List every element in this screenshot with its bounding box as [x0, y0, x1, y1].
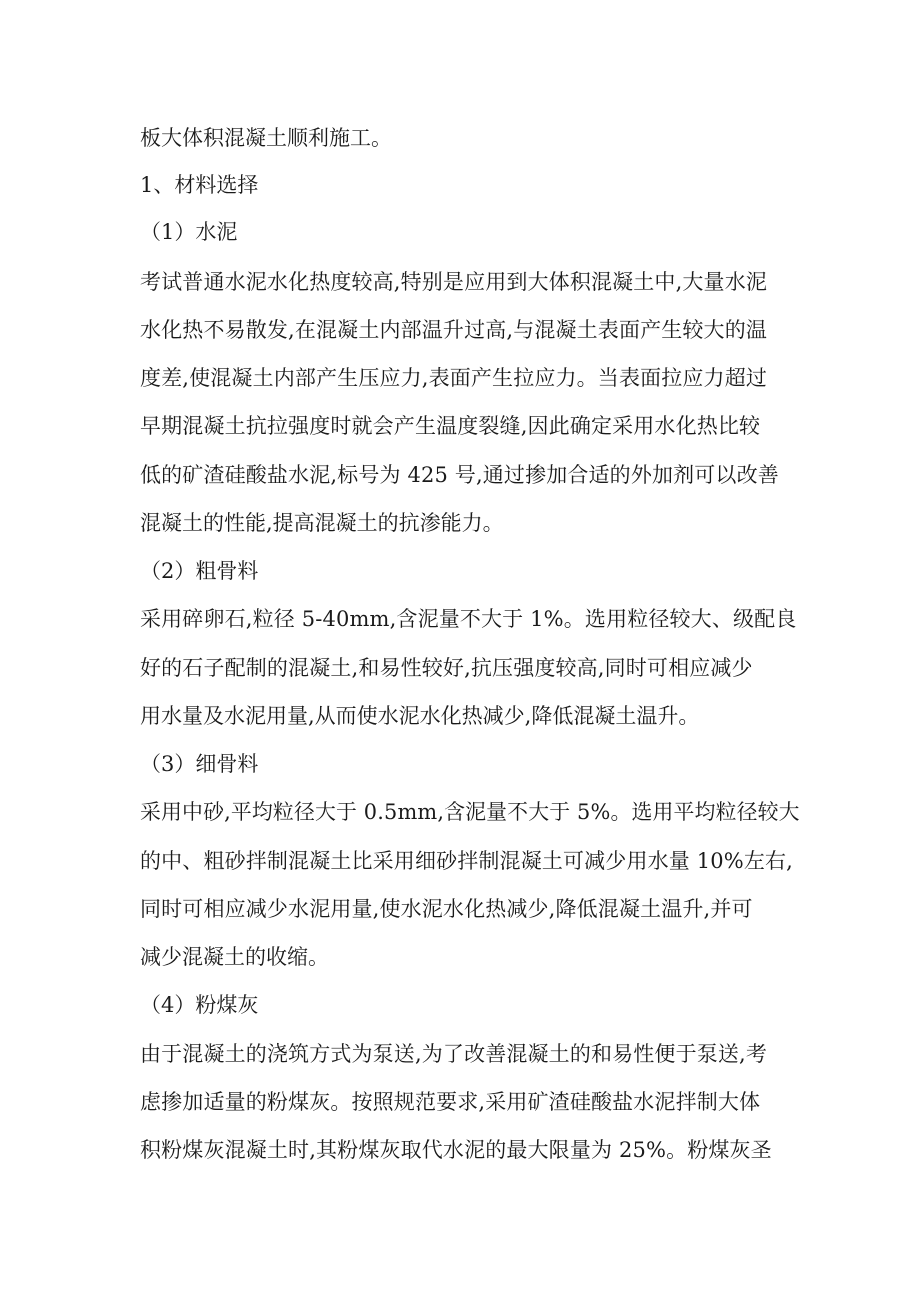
text-line: 考试普通水泥水化热度较高,特别是应用到大体积混凝土中,大量水泥	[140, 270, 767, 294]
text-line: 采用碎卵石,粒径 5-40mm,含泥量不大于 1%。选用粒径较大、级配良	[140, 607, 797, 631]
text-line: 积粉煤灰混凝土时,其粉煤灰取代水泥的最大限量为 25%。粉煤灰圣	[140, 1138, 772, 1162]
text-line: 度差,使混凝土内部产生压应力,表面产生拉应力。当表面拉应力超过	[140, 366, 767, 390]
section-heading: 1、材料选择	[140, 173, 259, 197]
text-line: 虑掺加适量的粉煤灰。按照规范要求,采用矿渣硅酸盐水泥拌制大体	[140, 1090, 761, 1114]
text-line: 由于混凝土的浇筑方式为泵送,为了改善混凝土的和易性便于泵送,考	[140, 1042, 767, 1066]
text-line: 水化热不易散发,在混凝土内部温升过高,与混凝土表面产生较大的温	[140, 318, 767, 342]
text-line: 好的石子配制的混凝土,和易性较好,抗压强度较高,同时可相应减少	[140, 656, 753, 680]
text-line: 减少混凝土的收缩。	[140, 945, 329, 969]
subsection-heading: （3）细骨料	[140, 752, 259, 776]
subsection-heading: （1）水泥	[140, 220, 238, 244]
text-line: 板大体积混凝土顺利施工。	[140, 126, 392, 150]
text-line: 用水量及水泥用量,从而使水泥水化热减少,降低混凝土温升。	[140, 704, 700, 728]
text-line: 采用中砂,平均粒径大于 0.5mm,含泥量不大于 5%。选用平均粒径较大	[140, 800, 800, 824]
text-line: 同时可相应减少水泥用量,使水泥水化热减少,降低混凝土温升,并可	[140, 897, 753, 921]
text-line: 混凝土的性能,提高混凝土的抗渗能力。	[140, 511, 504, 535]
text-line: 低的矿渣硅酸盐水泥,标号为 425 号,通过掺加合适的外加剂可以改善	[140, 463, 779, 487]
subsection-heading: （2）粗骨料	[140, 559, 259, 583]
subsection-heading: （4）粉煤灰	[140, 993, 259, 1017]
text-line: 早期混凝土抗拉强度时就会产生温度裂缝,因此确定采用水化热比较	[140, 414, 761, 438]
text-line: 的中、粗砂拌制混凝土比采用细砂拌制混凝土可减少用水量 10%左右,	[140, 849, 793, 873]
